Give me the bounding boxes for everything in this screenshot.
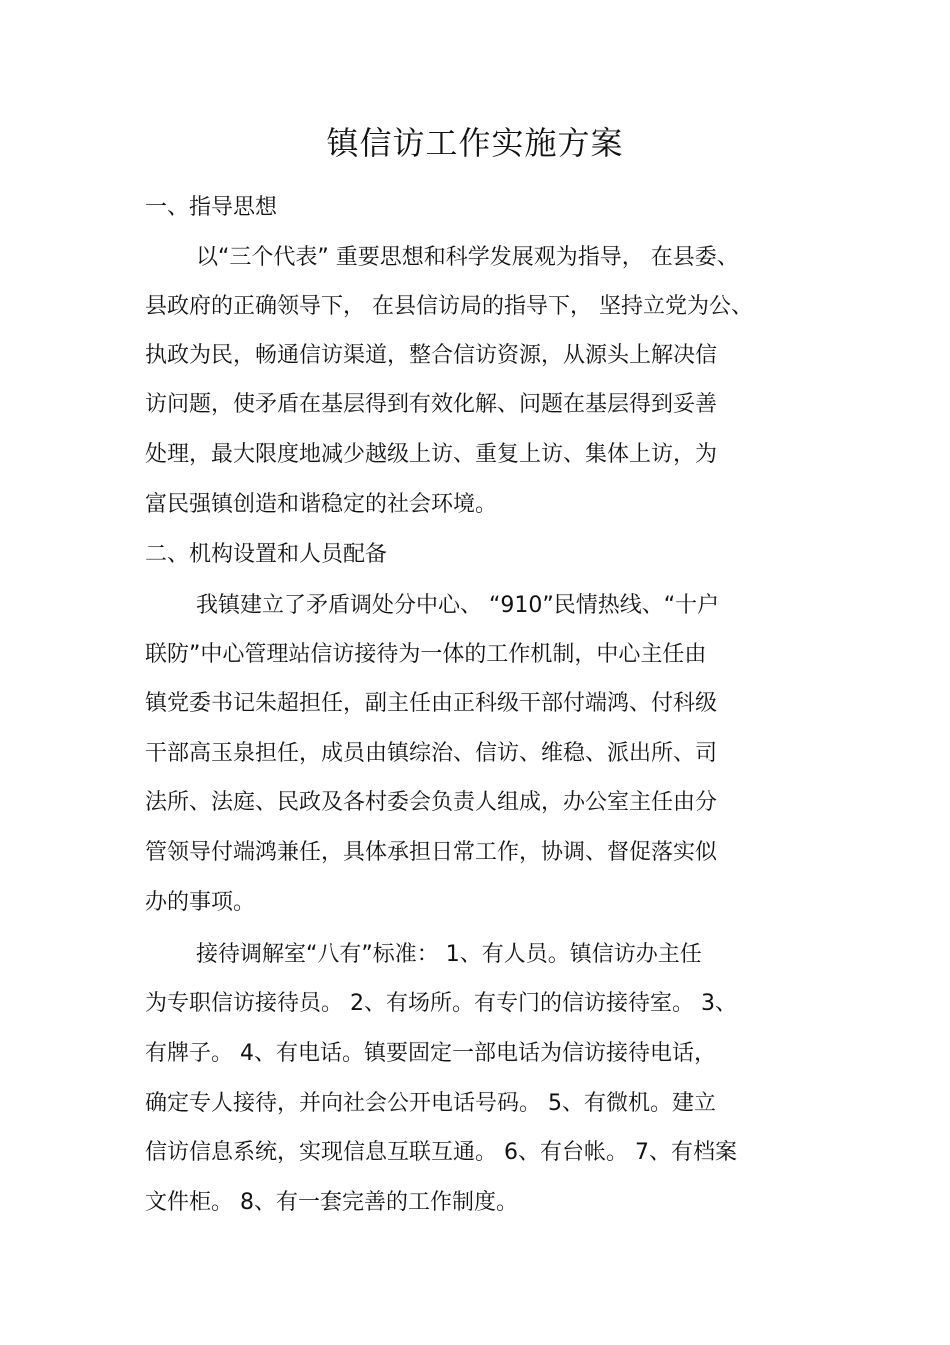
paragraph-line: 办的事项。 <box>145 890 256 915</box>
paragraph-line: 信访信息系统，实现信息互联互通。 6、有台帐。 7、有档案 <box>145 1140 737 1165</box>
paragraph-line: 文件柜。 8、有一套完善的工作制度。 <box>145 1190 518 1215</box>
paragraph-line: 干部高玉泉担任，成员由镇综治、信访、维稳、派出所、司 <box>145 741 718 766</box>
document-title: 镇信访工作实施方案 <box>326 124 624 162</box>
paragraph-line: 镇党委书记朱超担任，副主任由正科级干部付端鸿、付科级 <box>145 691 718 716</box>
paragraph-line: 法所、法庭、民政及各村委会负责人组成，办公室主任由分 <box>145 790 718 815</box>
section-heading-1: 一、指导思想 <box>145 195 278 220</box>
paragraph-line: 执政为民，畅通信访渠道，整合信访资源，从源头上解决信 <box>145 343 718 368</box>
paragraph-line: 县政府的正确领导下， 在县信访局的指导下， 坚持立党为公、 <box>145 294 753 319</box>
paragraph-line: 管领导付端鸿兼任，具体承担日常工作，协调、督促落实似 <box>145 840 718 865</box>
paragraph-line: 有牌子。 4、有电话。镇要固定一部电话为信访接待电话， <box>145 1041 716 1066</box>
paragraph-line: 访问题，使矛盾在基层得到有效化解、问题在基层得到妥善 <box>145 392 718 417</box>
paragraph-line: 处理，最大限度地减少越级上访、重复上访、集体上访，为 <box>145 442 718 467</box>
section-heading-2: 二、机构设置和人员配备 <box>145 542 388 567</box>
paragraph-line: 富民强镇创造和谐稳定的社会环境。 <box>145 492 498 517</box>
paragraph-line: 接待调解室“八有”标准： 1、有人员。镇信访办主任 <box>196 942 702 967</box>
paragraph-line: 我镇建立了矛盾调处分中心、 “910”民情热线、“十户 <box>196 593 720 618</box>
paragraph-line: 联防”中心管理站信访接待为一体的工作机制，中心主任由 <box>145 642 707 667</box>
paragraph-line: 以“三个代表” 重要思想和科学发展观为指导， 在县委、 <box>196 245 739 270</box>
paragraph-line: 为专职信访接待员。 2、有场所。有专门的信访接待室。 3、 <box>145 991 737 1016</box>
paragraph-line: 确定专人接待，并向社会公开电话号码。 5、有微机。建立 <box>145 1091 716 1116</box>
